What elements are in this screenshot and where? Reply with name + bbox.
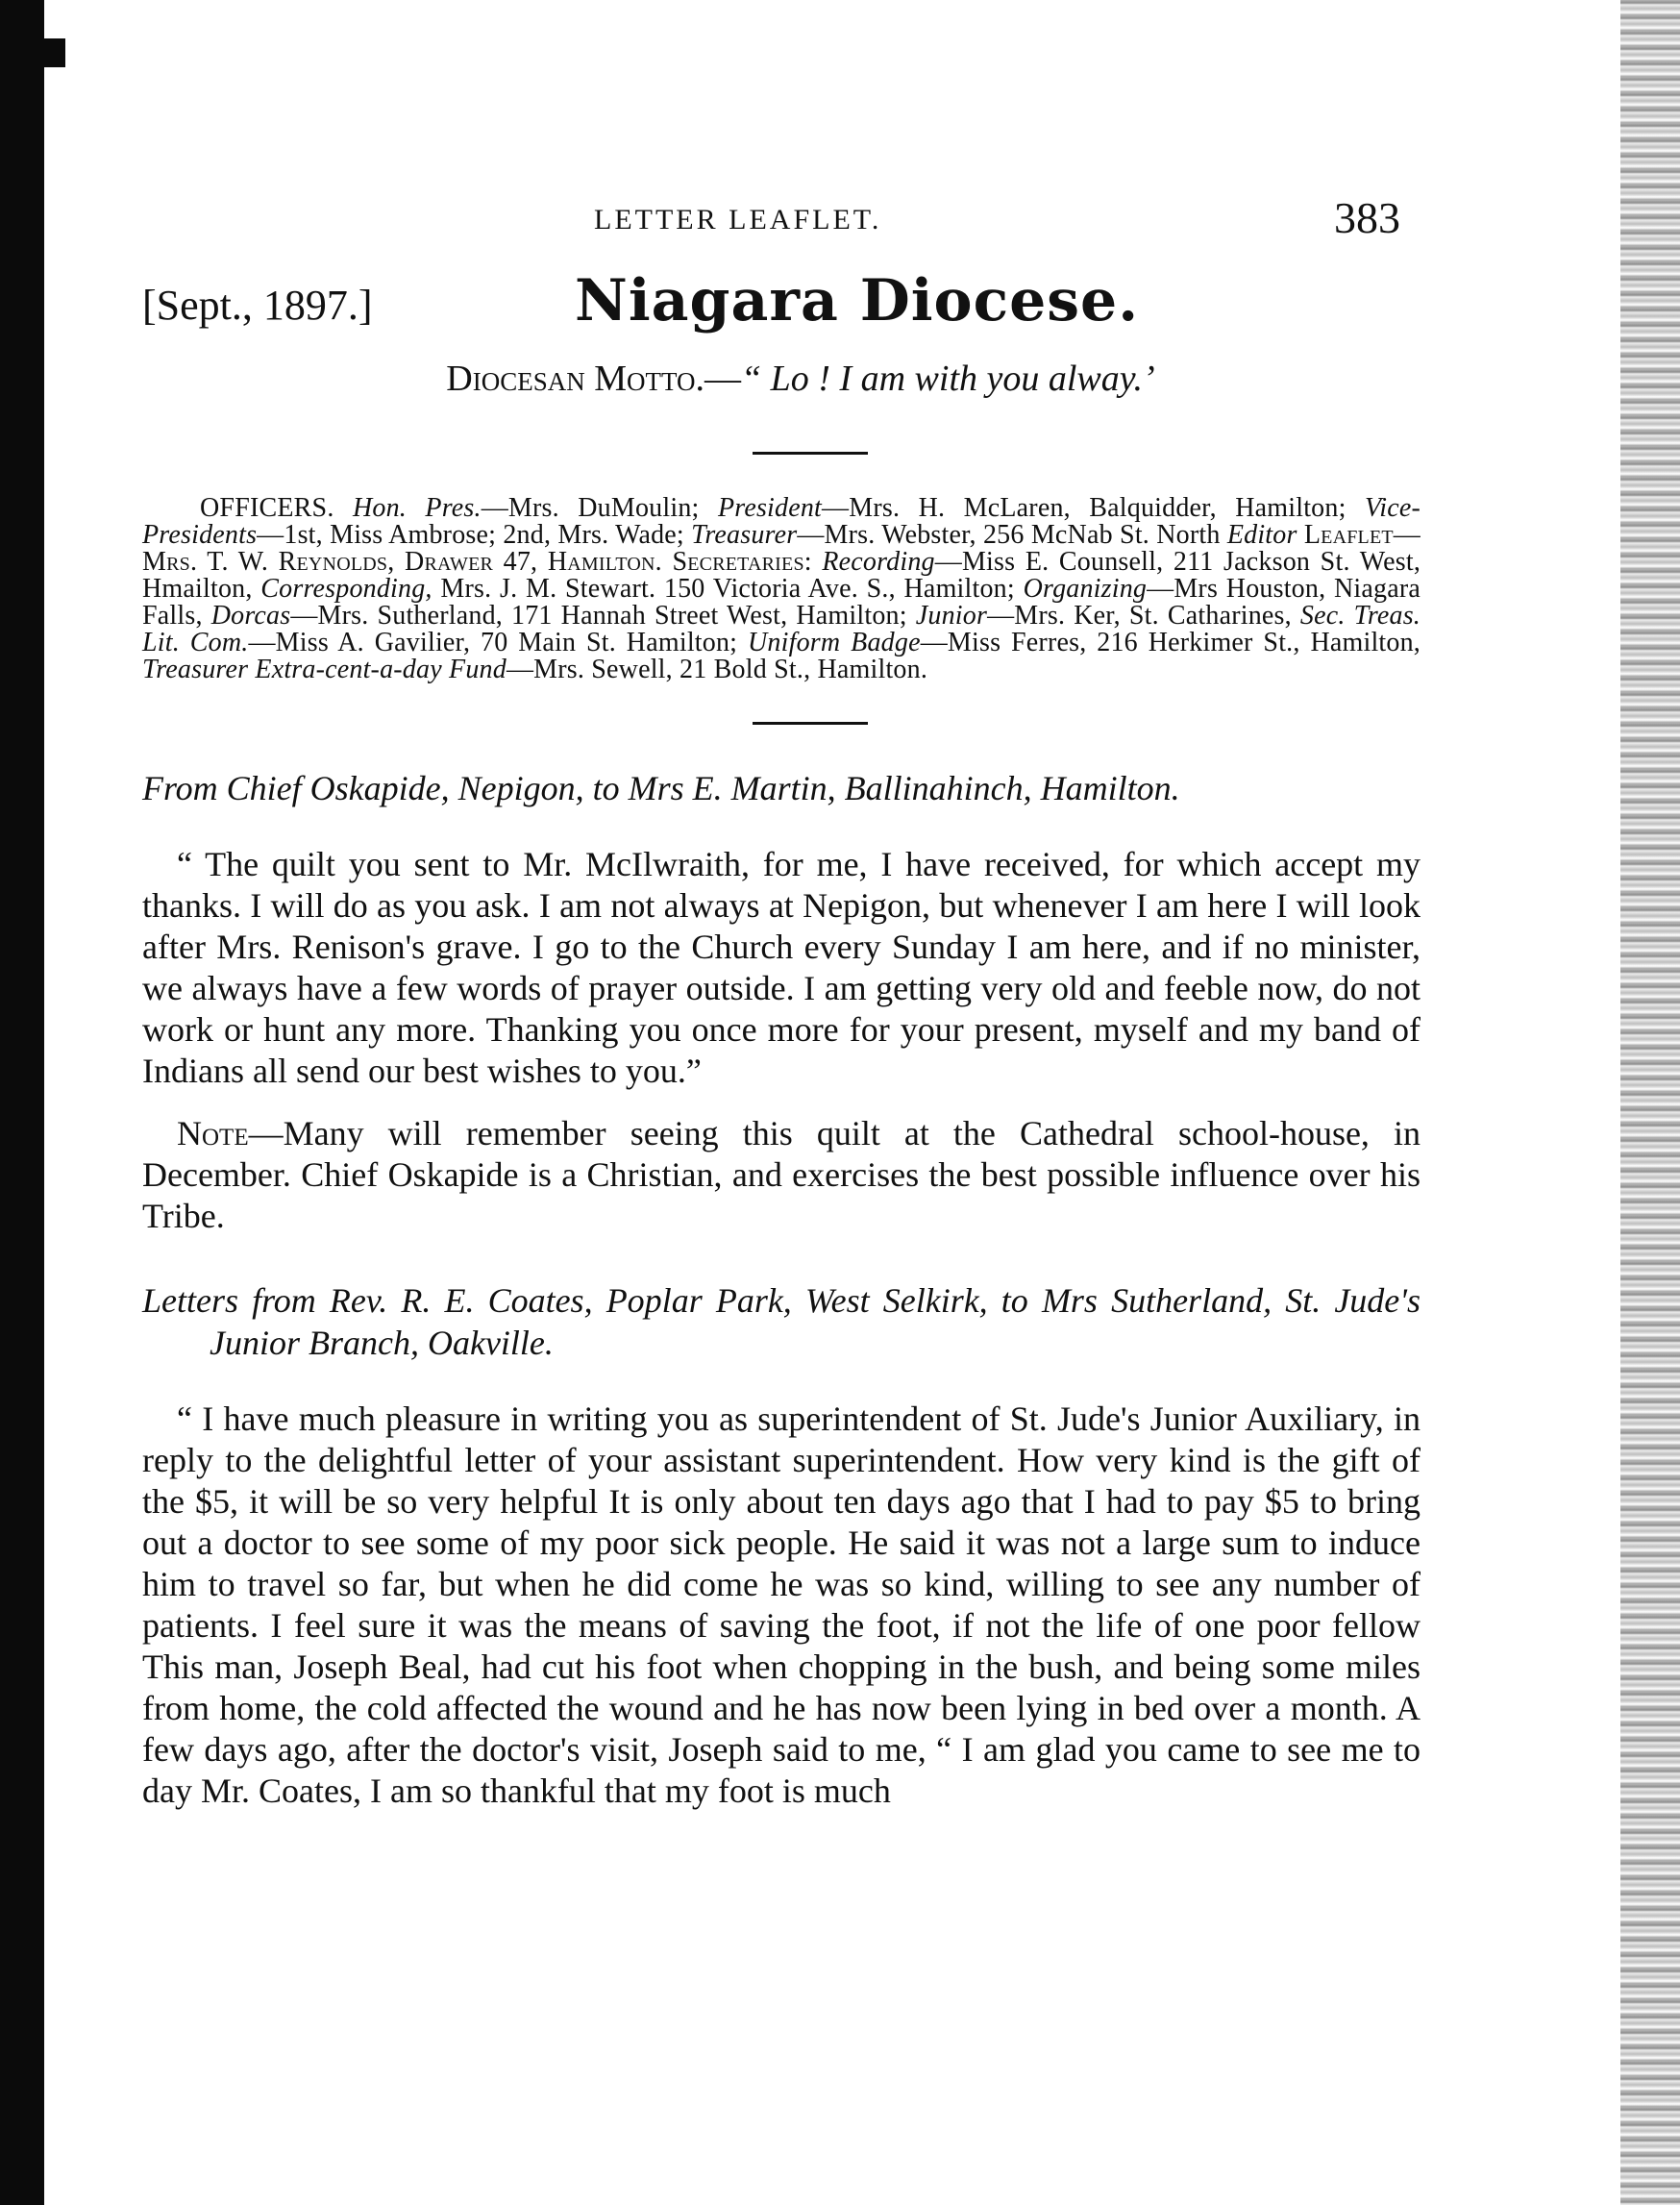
uniform-badge: —Miss Ferres, 216 Herkimer St., Hamilton, [920, 628, 1421, 657]
section-divider [753, 722, 868, 725]
running-title: LETTER LEAFLET. [594, 204, 882, 235]
editor: Leaflet—Mrs. T. W. Reynolds, Drawer 47, Hamilton. [142, 520, 1421, 577]
letter-heading: From Chief Oskapide, Nepigon, to Mrs E. Martin, Ballinahinch, Hamilton. [142, 769, 1180, 807]
fund-treasurer: —Mrs. Sewell, 21 Bold St., Hamilton. [506, 655, 928, 684]
section-heading-row [142, 260, 1421, 348]
note-label: Note [177, 1114, 249, 1152]
document-page [142, 192, 1421, 1812]
letter-heading: Letters from Rev. R. E. Coates, Poplar Park, West Selkirk, to Mrs Sutherland, St. Jude's Junior Branch, Oakville. [142, 1281, 1421, 1362]
scan-page-edge [1620, 0, 1680, 2205]
vice-presidents: —1st, Miss Ambrose; 2nd, Mrs. Wade; [257, 520, 692, 550]
junior-label: Junior [915, 601, 988, 631]
junior-secretary: —Mrs. Ker, St. Catharines, [987, 601, 1300, 631]
recording-secretary: —Miss E. Counsell, 211 Jackson St. West, Hmailton, [142, 547, 1421, 604]
officers-lead: OFFICERS. [200, 493, 353, 523]
running-head [142, 192, 1421, 260]
scan-binding-notch [38, 38, 65, 67]
letter-body: “ The quilt you sent to Mr. McIlwraith, for me, I have received, for which accept my thanks. I will do as you ask. I am not always at Nepigon, but whenever I am here I will look after Mrs. Renison's grave. I go to the Church every Sunday I am here, and if no minister, we always have a few words of prayer outside. I am getting very old and feeble now, do not work or hunt any more. Thanking you once more for your present, myself and my band of Indians all send our best wishes to you.” [142, 845, 1421, 1090]
section-divider [753, 452, 868, 455]
motto-label: Diocesan Motto.— [446, 359, 742, 399]
issue-date: [Sept., 1897.] [142, 282, 373, 329]
fund-treasurer-label: Treasurer Extra-cent-a-day Fund [142, 655, 506, 684]
hon-pres-label: Hon. Pres. [352, 493, 482, 523]
organizing-secretary: —Mrs Houston, Niagara Falls, [142, 574, 1421, 631]
secretaries-label: Secretaries: [672, 547, 823, 577]
treasurer: —Mrs. Webster, 256 McNab St. North [797, 520, 1227, 550]
president: —Mrs. H. McLaren, Balquidder, Hamilton; [822, 493, 1365, 523]
note-text: —Many will remember seeing this quilt at the Cathedral school-house, in December. Chief Oskapide is a Christian, and exercises the best possible influence over his Tribe. [142, 1114, 1421, 1235]
diocesan-motto [142, 358, 1421, 400]
dorcas-label: Dorcas [210, 601, 291, 631]
president-label: President [717, 493, 823, 523]
editor-note [142, 1113, 1421, 1237]
officers-list [142, 495, 1421, 683]
vice-presidents-label: Vice-Presidents [142, 493, 1421, 550]
recording-label: Recording [822, 547, 935, 577]
organizing-label: Organizing [1023, 574, 1148, 604]
uniform-badge-label: Uniform Badge [748, 628, 921, 657]
page-number: 383 [1334, 193, 1400, 242]
section-title: Niagara Diocese. [575, 267, 1140, 334]
corresponding-label: Corresponding, [260, 574, 432, 604]
scan-binding-edge [0, 0, 44, 2205]
treasurer-label: Treasurer [691, 520, 798, 550]
dorcas-secretary: —Mrs. Sutherland, 171 Hannah Street West, Hamilton; [290, 601, 916, 631]
sec-treas-label: Sec. Treas. Lit. Com. [142, 601, 1421, 657]
sec-treas: —Miss A. Gavilier, 70 Main St. Hamilton; [248, 628, 749, 657]
letter-body: “ I have much pleasure in writing you as superintendent of St. Jude's Junior Auxiliary, in reply to the delightful letter of your assistant superintendent. How very kind is the gift of the $5, it will be so very helpful It is only about ten days ago that I had to pay $5 to bring out a doctor to see some of my poor sick people. He said it was not a large sum to induce him to travel so far, but when he did come he was so kind, willing to see any number of patients. I feel sure it was the means of saving the foot, if not the life of one poor fellow This man, Joseph Beal, had cut his foot when chopping in the bush, and being some miles from home, the cold affected the wound and he has now been lying in bed over a month. A few days ago, after the doctor's visit, Joseph said to me, “ I am glad you came to see me to day Mr. Coates, I am so thankful that my foot is much [142, 1400, 1421, 1810]
hon-pres: —Mrs. DuMoulin; [481, 493, 718, 523]
editor-label: Editor [1226, 520, 1297, 550]
corresponding-secretary: Mrs. J. M. Stewart. 150 Victoria Ave. S., Hamilton; [432, 574, 1024, 604]
motto-text: “ Lo ! I am with you alway.’ [741, 359, 1155, 399]
